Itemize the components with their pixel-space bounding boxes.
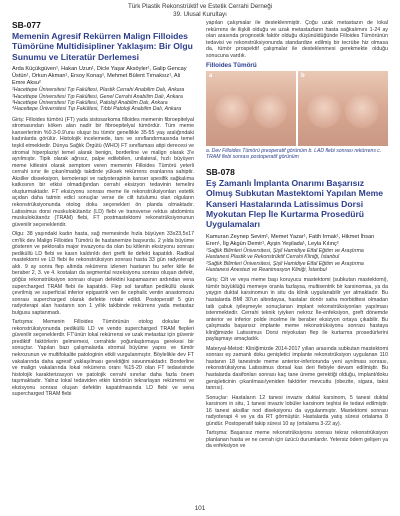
- paragraph: Tartışma: Memenin Filloides Tümörünün otolog dokular ile rekonstrüksiyonunda pediküllü LD ve vendo supercharged TRAM flepleri güvenilir seçeneklerdir. FT'ünün lokal rekürrensi ve uzak metastaz için güvenir prediktif faktörlerin gelmemesi, cerrahide yoğunlaştırmaya gerekesi bir sonuçtur. Yapılan bazı çalışmalarda stromal büyüme yapısı ve tümör nekrozunun ve multifokalite patologinin etkili vurgulanmıştır. Böylelikle dev FT vakalarında daha agresif yaklaşılması gerektiğini savunmaktadır. Borderline ve malign vakalarında lokal rekürrens oranı %15-20 olan FT tedavisinde histolojik karakterizasyon ve patolojik cerrahi sınırlar daha fazla önem taşımaktadır. Yalnız lokal tedaviden etkin tümörün tekrarlayan rekürrensi ve ekzisyonu sonrası oluşan defektin kapatılmasında LD flebi ve vena supercharged TRAM flebi: [12, 319, 194, 398]
- abstract-code: SB-077: [12, 20, 41, 30]
- paragraph: Giriş: Filloides tümörü (FT) yada sistosarkoma filloides memenin fibroepitelyal stromasından köken alan nadir bir fibroepitelyal tümördür. Tüm meme kanserlerinin %0.3-0.9'unu oluşur bu tümör genellikle 35-55 yaş aralığındaki kadınlarda görülür. Histolojik incelemede, tanı ve sınıflandırmasında temel teşkil etmektedir. Dünya Sağlık Örgütü (WHO) FT sınıflaması atipi derecesi ve stromal hiperplaziyi temel alarak benign, borderline ve malign olarak 3'e ayrılmıştır. Tipik olarak ağrısız, palpe edilebilen, unilateral, hızlı büyüyen meme kitlesini olarak semptom veren memenin Filloides Tümörü yeterli cerrahi sınır ile çıkarılmadığı takdirde yüksek rekürrens oranlarına sahiptir. Aksiller disseksiyon, kemoterapi ve radyoterapinin kanser spesifik sağkalıma katkısının bir etkisi olmadığından cerrahi eksizyon tedavinin temelini oluşturmaktadır. FT eksizyonu sonrası meme ile rekonstrüksiyonları estetik açıdan daha tatmin edici sonuçlar verse de cilt tutulumu olan olguların rekonstrüksiyonunda otolog doku seçenekleri ön planda olmaktadır. Latissimus dorsi muskulokütanöz (LD) flebi ve transverse rektus abdominis muskulokütanöz (TRAM) flebi, FT postmastektomi rekonstrüksiyonunun güvenilir seçenekleridir.: [12, 116, 194, 228]
- affiliation: ³Hacettepe Üniversitesi Tıp Fakültesi, Patoloji Anabilim Dalı, Ankara: [12, 100, 168, 107]
- header-congress: 39. Ulusal Kurultayı: [173, 11, 227, 18]
- header-society: Türk Plastik Rekonstrüktif ve Estetik Cerrahi Derneği: [127, 3, 273, 10]
- affiliation: ²Sağlık Bilimleri Üniversitesi, Şişli Hamidiye Etfal Eğitim ve Araştırma Hastanesi Anestezi ve Reanimasyon Kliniği, İstanbul: [206, 260, 364, 273]
- affiliation: ¹Hacettepe Üniversitesi Tıp Fakültesi, Plastik Cerrahi Anabilim Dalı, Ankara: [12, 87, 185, 94]
- panel-label: b: [301, 73, 305, 80]
- clinical-photo-a: [206, 71, 296, 146]
- affiliation: ²Hacettepe Üniversitesi Tıp Fakültesi, Genel Cerrahi Anabilim Dalı, Ankara: [12, 93, 183, 100]
- affiliation: ¹Sağlık Bilimleri Üniversitesi, Şişli Hamidiye Etfal Eğitim ve Araştırma Hastanesi Plastik ve Rekonstrüktif Cerrahi Kliniği, İstanbul: [206, 247, 364, 261]
- paragraph: Olgu: 38 yaşındaki kadın hasta, sağ memesinde hızla büyüyen 33x23,5x17 cm'lik dev Malign Filloides Tümörü ile hastanemize başvurdu. 2 yılda büyüme gösteren ve pektoralis major invazyonu da olan bu kitlenin eksizyonu sonrası pediküllü LD flebi ve kasın kaldırıldı deri grefti ile defekt kapatıldı. Radikal mastektomi ve LD flebi ile rekonstrüksiyon sonrası hasta 33 gün radyoterapi aldı. 9 ay sonra flep altında rekürrens izlenen hastanın bu sefer kitle ile beraber 2, 3. ve 4. kostaları da segmental rezeksiyonu sonrası oluşan defekt, göğüs rekonstrüksiyon sonrası oluşan defektini kapamasının ardından vena supercharged TRAM flebi ile kapatıldı. Flep sol taraftan pediküllü olarak çevrilmiş ve superficial inferior epigastrik ven ile cephalic ventin anastomozu sonrası supercharged olarak defekte rotate edildi. Postoperatif 5 gün radyoterapi alan hastanın son 1 yıllık takibinde rekürrens yada metastaz bulgusu saptanmadı.: [12, 231, 194, 316]
- paragraph: Tartışma: Başarısız meme rekonstrüksiyonu sonrası tekrar rekonstrüksiyon planlanan hasta ve ne cerrah için üzücü durumlardır. Yetersiz ödem gelişen ya da enfeksiyon ve: [206, 430, 388, 450]
- clinical-photo-b: [298, 71, 388, 146]
- abstract-title: Memenin Agresif Rekürren Malign Filloides Tümörüne Multidisipliner Yaklaşım: Bir Olgu Sunumu ve Literatür Derlemesi: [12, 31, 193, 62]
- affiliation-list: [12, 87, 194, 113]
- panel-label: a: [209, 73, 213, 80]
- paragraph: Giriş: Cilt ve veya meme başı koruyucu mastektomi (subkutan mastektomi), tümör büyüklüğü memeye oranla fazlaysa, multisentrik bir karsinomsa, ya da yaygın duktal karsinomun in situ da klinik uygulanabilir yer almaktadır. Bu hastalarda BMİ 30'un altındaysa, hastalar donör saha morbiditesi olmadan tatlı çabuk iyileşmeyle sonuçlanan implant rekonstrüksiyonları yapılması istenmektedir. Cerrahi teknik iyiyken nekroz İle-enfeksiyon, greft dönemde anterior ve inferior polde incelme ile beraber eksizyon ortaya çıkabilir. Bu çalışmada başarısız implante meme rekonstrüksiyonu sonrası hastaya kliniğimizde Latissimus Dorsi miyokutan flep ile kurtarma prosedürlerini paylaşmayı amaçladık.: [206, 277, 388, 343]
- affiliation: ⁴Hacettepe Üniversitesi Tıp Fakültesi, Tıbbi Patoloji Anabilim Dalı, Ankara: [12, 106, 182, 113]
- abstract-title: Eş Zamanlı İmplanta Onarımı Başarısız Olmuş Subkutan Mastektomi Yapılan Meme Kanseri Hastalarında Latissimus Dorsi Myokutan Flep İle Kurtarma Prosedürü Uygulamaları: [206, 177, 384, 230]
- affiliation-list: [206, 248, 388, 274]
- paragraph: yapılan çalışmalar ile desteklenmiştir. Çoğu uzak metastazın de lokal rekürrens ile ilişkili olduğu ve uzak metastazların hasta sağkalımını 1-24 ay olan arasında prognostik faktör olduğu düşünüldüğünde Filloides Tümörünün tedavisi ve rekonstrüksiyonunda standardize edilmiş bir tecrübe hiz olmasa da, tümör prospektif çalışmalar ile desteklenmesi gerekmekte olduğu sonucuna vardık.: [206, 20, 388, 59]
- figure-photos: [206, 71, 388, 146]
- figure-caption: a. Dev Filloides Tümörü preoperatif görünüm b. LAD flebi sonrası rekürrens c. TRAM flebi sonrası postoperatif görünüm: [206, 148, 382, 161]
- right-column: [206, 20, 388, 453]
- abstract-body: [12, 117, 194, 398]
- abstract-code: SB-078: [206, 166, 235, 177]
- paragraph: Materyal-Metod: Kliniğimizde 2014-2017 yılları arasında subkutan mastektomi sonrası eş zamanlı doku genişletici implante rekonstrüksiyon uygulanan 110 hastanın 18 tanesinde meme anterior-inferiorunda yeni ayrılması sonrası, rekonstrüksiyona Latissimus dorsal kas deri flebiyle devam edilmiştir. Bu hastalarda dasifonları sonrası kaç tane üreme gerektiği olduğu, implant/doku genişleticinin çıkarılması/yeniden faktörler mevcuttu (obezite, sigara, taksi tanrısı).: [206, 345, 388, 392]
- abstract-body: [206, 277, 388, 450]
- paragraph: Sonuçlar: Hastaların 12 tanesi invaziv duktal karsinom, 5 tanesi duktal karsinom in situ, 1 tanesi invaziv lobüler karsinom teşhisi ile tedavi edilmiştir. 16 tanesi aksillar nod diseksiyonu da uygulanmıştır. Mastektomi sonrası radyoterapi 4 ve ya da RT görmüştür. Hastalarda yatış süresi ortalama 8 gündür. Postoperatif takip süresi 10 ay (ortalama 3-22 ay).: [206, 394, 388, 427]
- author-list: Arda Küçükgüven¹, Hakan Uzun¹, Dicle Yaşar Aksöyler¹, Galip Gencay Üstün¹, Orkun Akman¹, Ersoy Konaş¹, Mehmet Bülent Tırnaksız¹, Ali Emre Aksu²: [12, 66, 187, 87]
- page-number: 101: [194, 505, 206, 512]
- page-header: [0, 3, 400, 19]
- continued-text: [206, 20, 388, 59]
- left-column: [12, 20, 194, 401]
- figure-title: Filloides Tümörü: [206, 62, 257, 70]
- author-list: Kamuran Zeynep Sevim¹, Memet Yazar¹, Fatih Irmak¹, Hikmet İhsan Eren¹, İlg Akgün Demir¹, Ayşin Yeşilada¹, Leyla Kılınç²: [206, 233, 375, 247]
